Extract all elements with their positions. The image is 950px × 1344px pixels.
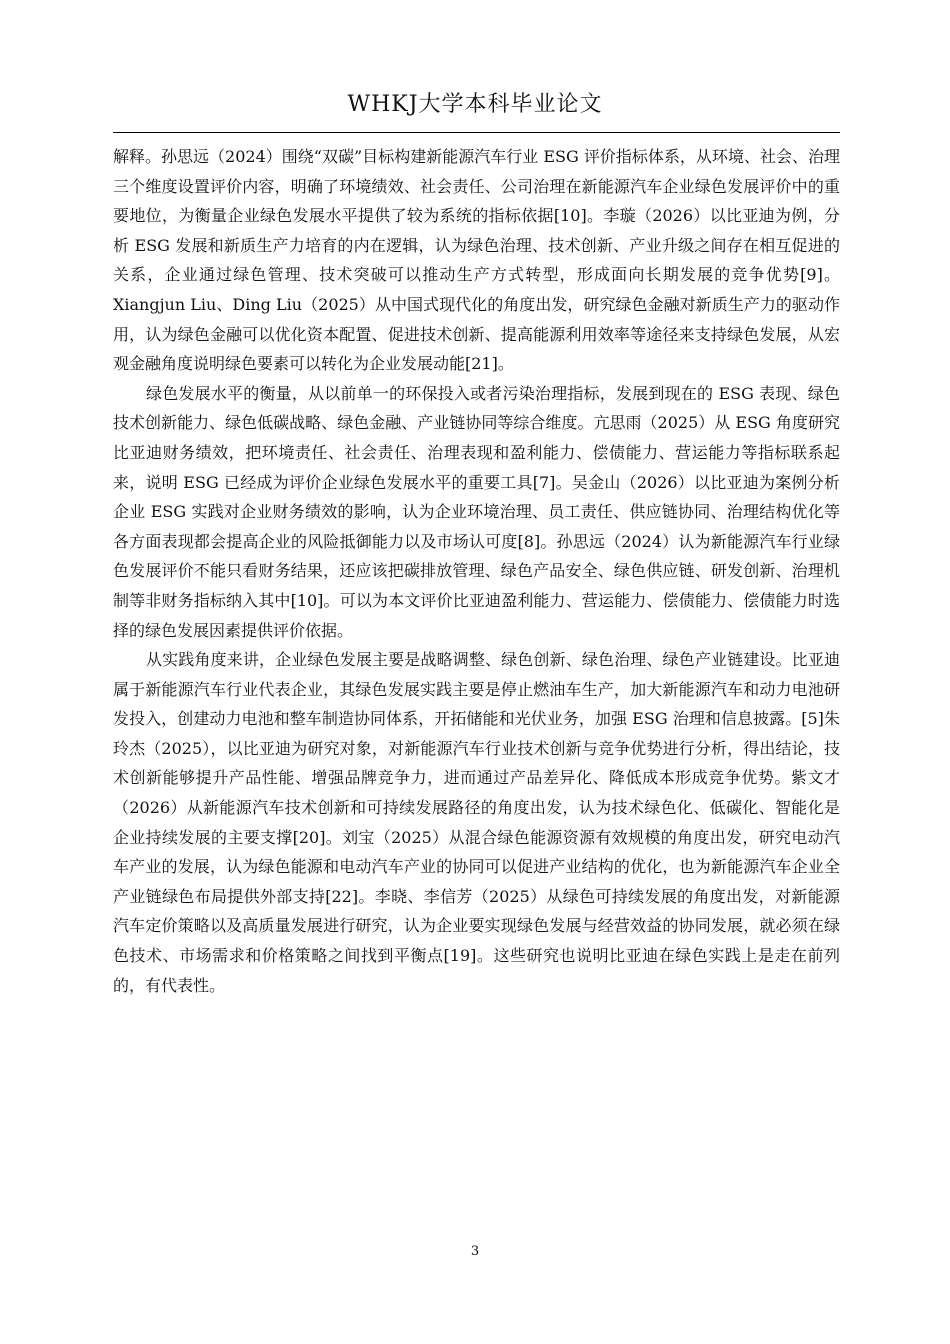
paragraph-2: 绿色发展水平的衡量，从以前单一的环保投入或者污染治理指标，发展到现在的 ESG 表现、绿色技术创新能力、绿色低碳战略、绿色金融、产业链协同等综合维度。亢思雨（2025）从 ESG 角度研究比亚迪财务绩效，把环境责任、社会责任、治理表现和盈利能力、偿债能力、营运能力等指标联系起来，说明 ESG 已经成为评价企业绿色发展水平的重要工具[7]。吴金山（2026）以比亚迪为案例分析企业 ESG 实践对企业财务绩效的影响，认为企业环境治理、员工责任、供应链协同、治理结构优化等各方面表现都会提高企业的风险抵御能力以及市场认可度[8]。孙思远（2024）认为新能源汽车行业绿色发展评价不能只看财务结果，还应该把碳排放管理、绿色产品安全、绿色供应链、研发创新、治理机制等非财务指标纳入其中[10]。可以为本文评价比亚迪盈利能力、营运能力、偿债能力、偿债能力时选择的绿色发展因素提供评价依据。 xyxy=(113,383,840,640)
body-text xyxy=(113,142,840,1000)
header-divider xyxy=(113,132,840,133)
running-header: WHKJ大学本科毕业论文 xyxy=(347,92,603,117)
paragraph-1: 解释。孙思远（2024）围绕“双碳”目标构建新能源汽车行业 ESG 评价指标体系，从环境、社会、治理三个维度设置评价内容，明确了环境绩效、社会责任、公司治理在新能源汽车企业绿色发展评价中的重要地位，为衡量企业绿色发展水平提供了较为系统的指标依据[10]。李璇（2026）以比亚迪为例，分析 ESG 发展和新质生产力培育的内在逻辑，认为绿色治理、技术创新、产业升级之间存在相互促进的关系，企业通过绿色管理、技术突破可以推动生产方式转型，形成面向长期发展的竞争优势[9]。Xiangjun Liu、Ding Liu（2025）从中国式现代化的角度出发，研究绿色金融对新质生产力的驱动作用，认为绿色金融可以优化资本配置、促进技术创新、提高能源利用效率等途径来支持绿色发展，从宏观金融角度说明绿色要素可以转化为企业发展动能[21]。 xyxy=(113,147,840,374)
paragraph-3: 从实践角度来讲，企业绿色发展主要是战略调整、绿色创新、绿色治理、绿色产业链建设。比亚迪属于新能源汽车行业代表企业，其绿色发展实践主要是停止燃油车生产，加大新能源汽车和动力电池研发投入，创建动力电池和整车制造协同体系，开拓储能和光伏业务，加强 ESG 治理和信息披露。[5]朱玲杰（2025），以比亚迪为研究对象，对新能源汽车行业技术创新与竞争优势进行分析，得出结论，技术创新能够提升产品性能、增强品牌竞争力，进而通过产品差异化、降低成本形成竞争优势。紫文才（2026）从新能源汽车技术创新和可持续发展路径的角度出发，认为技术绿色化、低碳化、智能化是企业持续发展的主要支撑[20]。刘宝（2025）从混合绿色能源资源有效规模的角度出发，研究电动汽车产业的发展，认为绿色能源和电动汽车产业的协同可以促进产业结构的优化，也为新能源汽车企业全产业链绿色布局提供外部支持[22]。李晓、李信芳（2025）从绿色可持续发展的角度出发，对新能源汽车定价策略以及高质量发展进行研究，认为企业要实现绿色发展与经营效益的协同发展，就必须在绿色技术、市场需求和价格策略之间找到平衡点[19]。这些研究也说明比亚迪在绿色实践上是走在前列的，有代表性。 xyxy=(113,650,840,995)
page-number: 3 xyxy=(470,1244,480,1259)
